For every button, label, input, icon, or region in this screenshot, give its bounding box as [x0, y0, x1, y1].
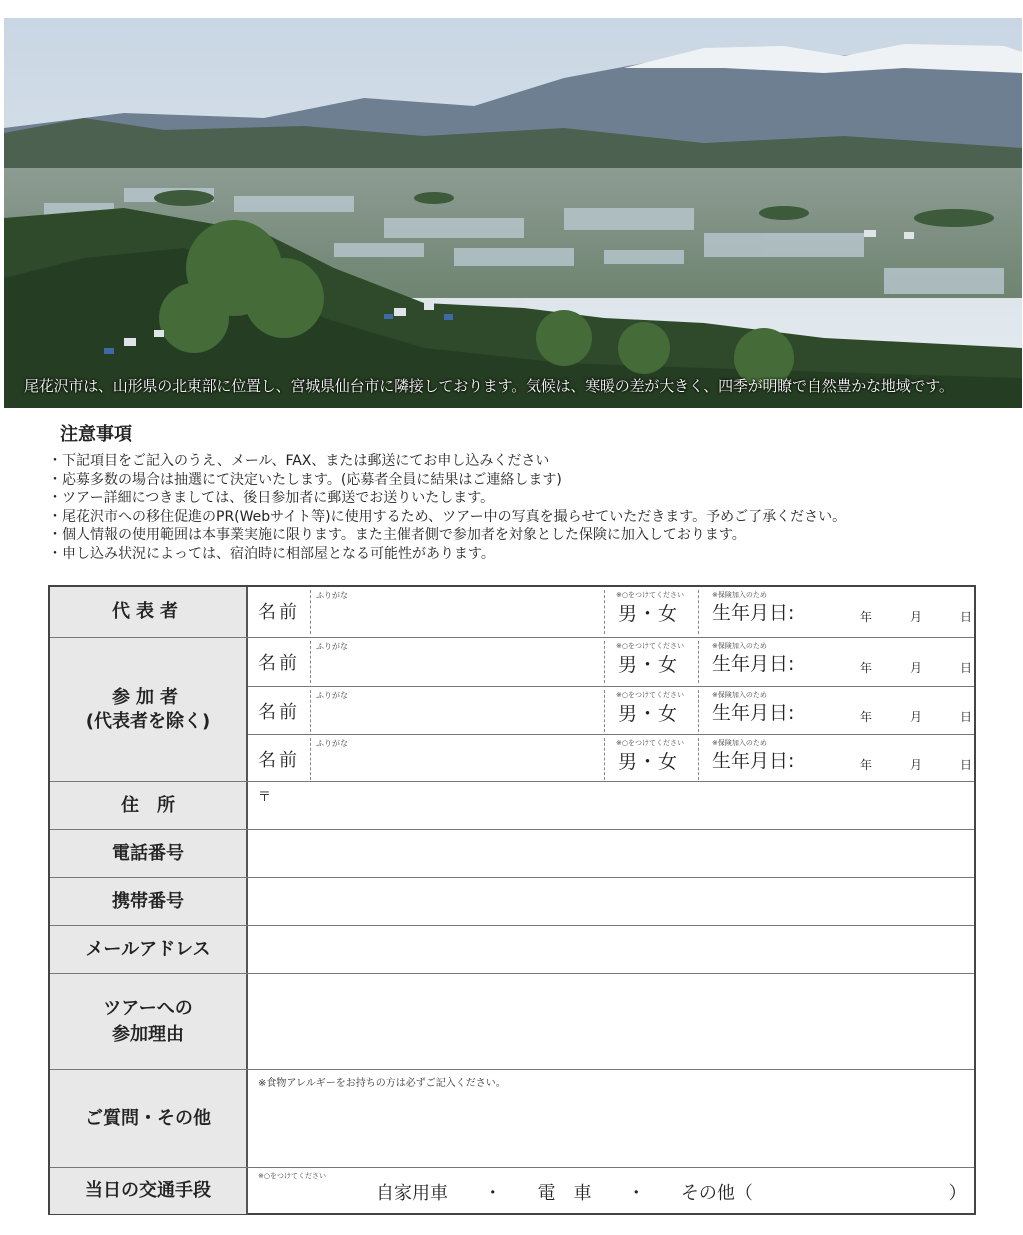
divider	[310, 690, 311, 732]
participants-label-line1: 参加者	[111, 687, 184, 708]
reason-label	[50, 974, 248, 1070]
sex-note: ※○をつけてください	[616, 642, 684, 650]
note-item: ・ 応募多数の場合は抽選にて決定いたします。(応募者全員に結果はご連絡します)	[52, 471, 1002, 490]
day-label: 日	[960, 758, 973, 772]
divider	[604, 690, 605, 732]
separator: ・	[483, 1183, 502, 1204]
reason-field[interactable]	[248, 974, 974, 1070]
transport-label: 当日の交通手段	[50, 1168, 248, 1214]
notes-section	[52, 420, 1002, 563]
birth-note: ※保険加入のため	[712, 642, 767, 650]
divider	[698, 690, 699, 732]
birthdate-label: 生年月日:	[712, 653, 795, 675]
questions-row	[50, 1069, 974, 1168]
email-field[interactable]	[248, 926, 974, 974]
sex-choice[interactable]: 男・女	[618, 603, 679, 625]
note-item: ・ 申し込み状況によっては、宿泊時に相部屋となる可能性があります。	[52, 545, 1002, 564]
questions-field[interactable]	[248, 1070, 974, 1168]
transport-row	[50, 1167, 974, 1214]
phone-row	[50, 829, 974, 878]
phone-field[interactable]	[248, 830, 974, 878]
sex-note: ※○をつけてください	[616, 591, 684, 599]
furigana-label: ふりがな	[316, 739, 348, 748]
year-label: 年	[860, 610, 873, 624]
banner-caption: 尾花沢市は、山形県の北東部に位置し、宮城県仙台市に隣接しております。気候は、寒暖の差が大きく、四季が明瞭で自然豊かな地域です。	[24, 377, 954, 395]
note-item: ・ 下記項目をご記入のうえ、メール、FAX、または郵送にてお申し込みください	[52, 452, 1002, 471]
representative-row	[50, 587, 974, 637]
note-item: ・ 尾花沢市への移住促進のPR(Webサイト等)に使用するため、ツアー中の写真を撮らせていただきます。予めご了承ください。	[52, 508, 1002, 527]
sex-note: ※○をつけてください	[616, 691, 684, 699]
mobile-field[interactable]	[248, 878, 974, 926]
option-other[interactable]: その他（	[680, 1183, 753, 1204]
reason-label-line1: ツアーへの	[103, 998, 193, 1019]
email-row	[50, 925, 974, 974]
participants-field	[248, 638, 974, 782]
transport-field	[248, 1168, 974, 1214]
divider	[698, 738, 699, 780]
participants-label	[50, 638, 248, 782]
phone-label: 電話番号	[50, 830, 248, 878]
divider	[604, 590, 605, 634]
representative-label: 代表者	[50, 587, 248, 637]
participant-row[interactable]	[248, 686, 974, 735]
year-label: 年	[860, 758, 873, 772]
transport-note: ※○をつけてください	[258, 1172, 326, 1180]
birth-note: ※保険加入のため	[712, 691, 767, 699]
reason-row	[50, 973, 974, 1070]
sex-choice[interactable]: 男・女	[618, 703, 679, 725]
note-item: ・ ツアー詳細につきましては、後日参加者に郵送でお送りいたします。	[52, 489, 1002, 508]
participant-row[interactable]	[248, 734, 974, 783]
postal-mark: 〒	[258, 790, 272, 805]
representative-field[interactable]	[248, 587, 974, 637]
allergy-note: ※食物アレルギーをお持ちの方は必ずご記入ください。	[258, 1078, 506, 1089]
birthdate-label: 生年月日:	[712, 702, 795, 724]
divider	[604, 641, 605, 683]
name-label: 名前	[258, 702, 300, 723]
month-label: 月	[910, 610, 923, 624]
notes-title: 注意事項	[60, 424, 132, 445]
option-train[interactable]: 電 車	[537, 1183, 592, 1204]
option-car[interactable]: 自家用車	[376, 1183, 448, 1204]
name-label: 名前	[258, 602, 300, 623]
furigana-label: ふりがな	[316, 691, 348, 700]
day-label: 日	[960, 710, 973, 724]
notes-list	[52, 452, 1002, 563]
divider	[698, 641, 699, 683]
divider	[604, 738, 605, 780]
sex-choice[interactable]: 男・女	[618, 751, 679, 773]
transport-options	[376, 1179, 967, 1205]
questions-label: ご質問・その他	[50, 1070, 248, 1168]
day-label: 日	[960, 661, 973, 675]
furigana-label: ふりがな	[316, 642, 348, 651]
reason-label-line2: 参加理由	[112, 1024, 184, 1045]
mobile-label: 携帯番号	[50, 878, 248, 926]
landscape-photo	[4, 18, 1022, 408]
email-label: メールアドレス	[50, 926, 248, 974]
birthdate-label: 生年月日:	[712, 750, 795, 772]
application-form	[48, 585, 976, 1215]
note-item: ・ 個人情報の使用範囲は本事業実施に限ります。また主催者側で参加者を対象とした保険に加入しております。	[52, 526, 1002, 545]
birth-note: ※保険加入のため	[712, 591, 767, 599]
day-label: 日	[960, 610, 973, 624]
furigana-label: ふりがな	[316, 591, 348, 600]
participants-label-line2: (代表者を除く)	[85, 711, 211, 732]
month-label: 月	[910, 661, 923, 675]
birthdate-label: 生年月日:	[712, 602, 795, 624]
name-label: 名前	[258, 653, 300, 674]
landscape-illustration	[4, 18, 1022, 408]
address-label: 住 所	[50, 782, 248, 830]
sex-choice[interactable]: 男・女	[618, 654, 679, 676]
month-label: 月	[910, 710, 923, 724]
participant-row[interactable]	[248, 638, 974, 686]
month-label: 月	[910, 758, 923, 772]
divider	[698, 590, 699, 634]
mobile-row	[50, 877, 974, 926]
divider	[310, 590, 311, 634]
year-label: 年	[860, 710, 873, 724]
address-field[interactable]	[248, 782, 974, 830]
divider	[310, 738, 311, 780]
year-label: 年	[860, 661, 873, 675]
option-other-close: ）	[948, 1183, 967, 1204]
sex-note: ※○をつけてください	[616, 739, 684, 747]
birth-note: ※保険加入のため	[712, 739, 767, 747]
participants-block	[50, 637, 974, 782]
address-row	[50, 781, 974, 830]
name-label: 名前	[258, 750, 300, 771]
divider	[310, 641, 311, 683]
separator: ・	[627, 1183, 646, 1204]
